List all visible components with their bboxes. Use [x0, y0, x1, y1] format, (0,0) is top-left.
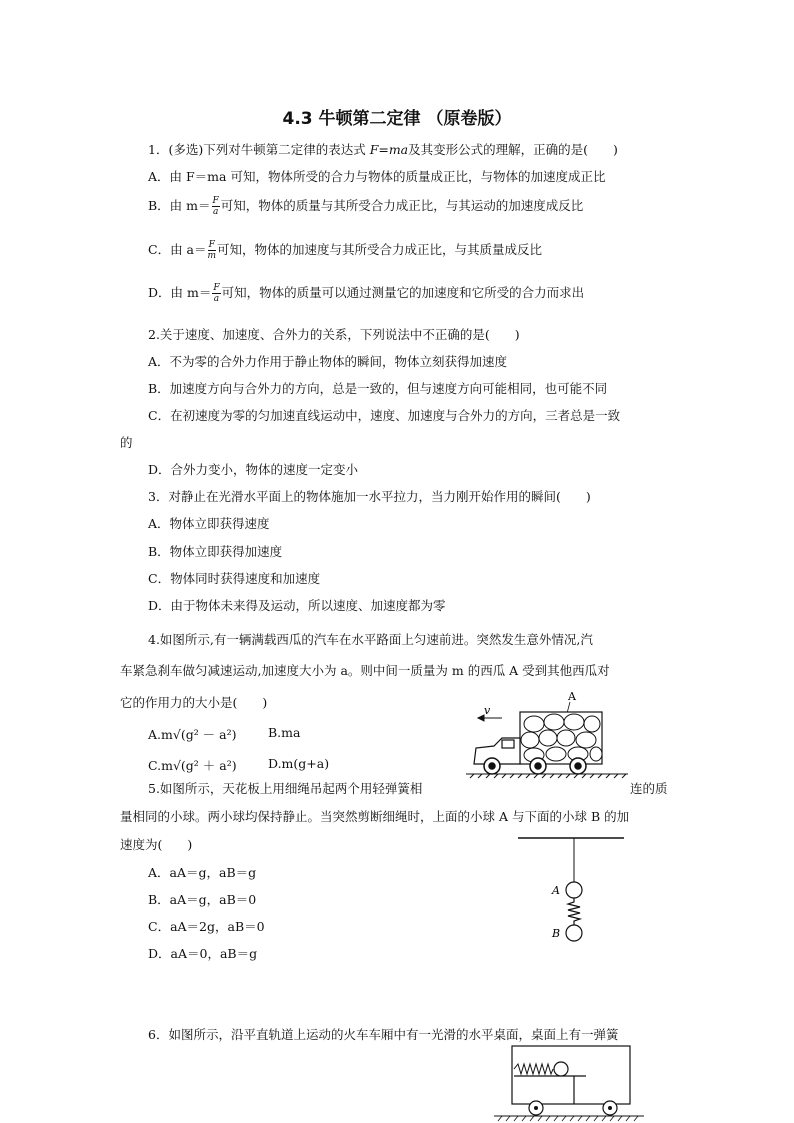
q2-option-c: C．在初速度为零的匀加速直线运动中，速度、加速度与合外力的方向，三者总是一致: [148, 408, 621, 423]
q5-option-c: C．aA＝2g，aB＝0: [148, 919, 265, 934]
q4-option-d: D.m(g+a): [268, 756, 330, 771]
q4-option-a: A.m√(g² － a²): [148, 727, 237, 742]
q5-option-b: B．aA＝g，aB＝0: [148, 892, 257, 907]
q4-line1: 4.如图所示,有一辆满载西瓜的汽车在水平路面上匀速前进。突然发生意外情况,汽: [148, 632, 593, 647]
q5-option-d: D．aA＝0，aB＝g: [148, 946, 258, 961]
q5-option-a: A．aA＝g，aB＝g: [148, 865, 257, 880]
q1-option-d: D．由 m＝ $\frac{F}{a}$ 可知，物体的质量可以通过测量它的加速度和它所受的合力而求出: [148, 283, 585, 304]
q1-option-a: A．由 F＝ma 可知，物体所受的合力与物体的质量成正比，与物体的加速度成正比: [148, 169, 606, 184]
q2-option-a: A．不为零的合外力作用于静止物体的瞬间，物体立刻获得加速度: [148, 354, 508, 369]
velocity-label: v: [484, 704, 491, 717]
ball-a: [566, 882, 582, 898]
q6-line1: 6．如图所示，沿平直轨道上运动的火车车厢中有一光滑的水平桌面，桌面上有一弹簧: [148, 1027, 619, 1042]
train-car-figure: [494, 1042, 644, 1123]
ball-b-label: B: [552, 927, 561, 940]
ball: [554, 1062, 568, 1076]
q3-option-b: B．物体立即获得加速度: [148, 544, 283, 559]
q5-line3: 速度为( ): [120, 837, 193, 852]
watermelons: [521, 714, 602, 762]
q2-option-d: D．合外力变小，物体的速度一定变小: [148, 462, 359, 477]
q2-option-b: B．加速度方向与合外力的方向，总是一致的，但与速度方向可能相同，也可能不同: [148, 381, 608, 396]
q3-option-c: C．物体同时获得速度和加速度: [148, 571, 321, 586]
q4-line3: 它的作用力的大小是( ): [120, 695, 268, 710]
q4-line2: 车紧急刹车做匀减速运动,加速度大小为 a。则中间一质量为 m 的西瓜 A 受到其他西瓜对: [120, 663, 610, 678]
truck-figure: [462, 688, 632, 780]
q3-option-d: D．由于物体未来得及运动，所以速度、加速度都为零: [148, 598, 446, 613]
q4-option-c: C.m√(g² ＋ a²): [148, 758, 237, 773]
q1-option-b: B．由 m＝ $\frac{F}{a}$ 可知，物体的质量与其所受合力成正比，与其运动的加速度成反比: [148, 196, 584, 217]
spring: [568, 898, 580, 925]
q5-line1a: 5.如图所示，天花板上用细绳吊起两个用轻弹簧相: [148, 781, 423, 796]
page-title: 4.3 牛顿第二定律 （原卷版）: [282, 109, 512, 129]
car-body: [512, 1046, 630, 1104]
road: [466, 774, 628, 778]
ball-a-label: A: [552, 884, 560, 897]
q5-line2: 量相同的小球。两小球均保持静止。当突然剪断细绳时，上面的小球 A 与下面的小球 B 的加: [120, 809, 630, 824]
q5-line1b: 连的质: [630, 781, 668, 796]
q2-stem: 2.关于速度、加速度、合外力的关系，下列说法中不正确的是( ): [148, 327, 520, 342]
hanging-spring-figure: [516, 830, 626, 945]
watermelon-a-label: A: [568, 690, 576, 703]
q4-option-b: B.ma: [268, 725, 301, 740]
q1-stem: 1．(多选)下列对牛顿第二定律的表达式 F=ma及其变形公式的理解，正确的是( ): [148, 142, 618, 157]
ball-b: [566, 925, 582, 941]
q1-option-c: C．由 a＝ $\frac{F}{m}$ 可知，物体的加速度与其所受合力成正比，与其质量成反比: [148, 240, 543, 261]
q3-option-a: A．物体立即获得速度: [148, 516, 270, 531]
q2-option-c-cont: 的: [120, 435, 133, 450]
q3-stem: 3．对静止在光滑水平面上的物体施加一水平拉力，当力刚开始作用的瞬间( ): [148, 489, 591, 504]
